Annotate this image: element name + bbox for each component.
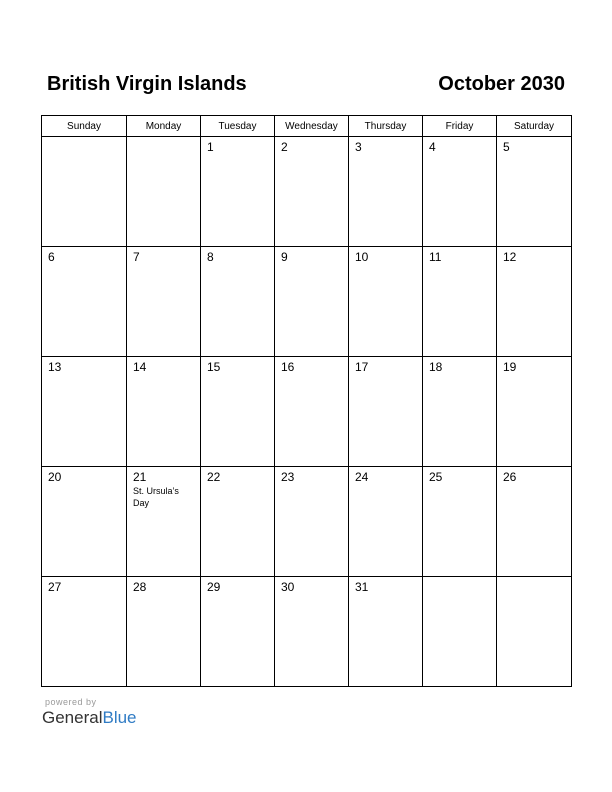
- weekday-header: Friday: [423, 116, 497, 137]
- day-number: 27: [48, 580, 62, 594]
- day-cell: [275, 577, 349, 687]
- calendar-month-title: October 2030: [438, 73, 565, 95]
- week-row: [42, 357, 572, 467]
- day-number: 28: [133, 580, 147, 594]
- weekday-header-row: [42, 116, 572, 137]
- day-number: 26: [503, 470, 517, 484]
- day-cell: [127, 137, 201, 247]
- weekday-header: Wednesday: [275, 116, 349, 137]
- day-number: 8: [207, 250, 214, 264]
- day-cell: [42, 137, 127, 247]
- day-cell: [127, 357, 201, 467]
- day-cell: [423, 577, 497, 687]
- calendar-country-title: British Virgin Islands: [47, 73, 247, 95]
- day-number: 5: [503, 140, 510, 154]
- day-cell: [201, 357, 275, 467]
- day-number: 6: [48, 250, 55, 264]
- calendar-grid: [41, 115, 572, 687]
- day-number: 30: [281, 580, 295, 594]
- day-number: 29: [207, 580, 221, 594]
- day-cell: [349, 247, 423, 357]
- day-cell: [423, 467, 497, 577]
- day-cell: [423, 247, 497, 357]
- holiday-label: St. Ursula’s Day: [133, 486, 179, 508]
- day-number: 21: [133, 470, 147, 484]
- day-cell: [201, 467, 275, 577]
- day-number: 1: [207, 140, 214, 154]
- day-cell: [42, 247, 127, 357]
- day-number: 18: [429, 360, 443, 374]
- day-number: 12: [503, 250, 517, 264]
- day-number: 17: [355, 360, 369, 374]
- day-cell: [42, 467, 127, 577]
- day-number: [127, 137, 200, 140]
- day-number: 3: [355, 140, 362, 154]
- day-cell: [497, 577, 572, 687]
- day-cell: [275, 467, 349, 577]
- day-number: 22: [207, 470, 221, 484]
- day-cell: [275, 137, 349, 247]
- day-cell: [275, 357, 349, 467]
- day-number: 16: [281, 360, 295, 374]
- day-cell: [349, 357, 423, 467]
- day-number: [423, 577, 496, 580]
- day-cell: [127, 577, 201, 687]
- day-number: 9: [281, 250, 288, 264]
- day-cell: [349, 577, 423, 687]
- logo-blue-text: Blue: [102, 708, 137, 727]
- day-cell: [42, 577, 127, 687]
- day-number: 19: [503, 360, 517, 374]
- day-number: [42, 137, 126, 140]
- day-number: 24: [355, 470, 369, 484]
- day-number: 4: [429, 140, 436, 154]
- powered-by-label: powered by: [45, 697, 97, 707]
- day-number: 25: [429, 470, 443, 484]
- day-cell: [201, 247, 275, 357]
- day-cell: [127, 467, 201, 577]
- day-cell: [275, 247, 349, 357]
- day-number: 23: [281, 470, 295, 484]
- day-number: 15: [207, 360, 221, 374]
- day-cell: [497, 357, 572, 467]
- weekday-header: Tuesday: [201, 116, 275, 137]
- generalblue-logo: [42, 707, 137, 729]
- day-number: 11: [429, 250, 442, 264]
- weekday-header: Monday: [127, 116, 201, 137]
- day-cell: [497, 137, 572, 247]
- day-cell: [127, 247, 201, 357]
- logo-general-text: General: [42, 708, 103, 727]
- week-row: [42, 137, 572, 247]
- day-cell: [201, 137, 275, 247]
- day-number: 2: [281, 140, 288, 154]
- day-cell: [349, 467, 423, 577]
- day-number: 14: [133, 360, 147, 374]
- week-row: [42, 247, 572, 357]
- day-cell: [497, 467, 572, 577]
- week-row: [42, 577, 572, 687]
- weekday-header: Sunday: [42, 116, 127, 137]
- day-cell: [497, 247, 572, 357]
- day-number: 10: [355, 250, 369, 264]
- day-cell: [201, 577, 275, 687]
- day-number: [497, 577, 571, 580]
- week-row: [42, 467, 572, 577]
- weekday-header: Thursday: [349, 116, 423, 137]
- day-number: 20: [48, 470, 62, 484]
- weekday-header: Saturday: [497, 116, 572, 137]
- day-cell: [42, 357, 127, 467]
- day-cell: [423, 357, 497, 467]
- day-cell: [423, 137, 497, 247]
- day-number: 7: [133, 250, 140, 264]
- day-number: 31: [355, 580, 369, 594]
- day-number: 13: [48, 360, 62, 374]
- day-cell: [349, 137, 423, 247]
